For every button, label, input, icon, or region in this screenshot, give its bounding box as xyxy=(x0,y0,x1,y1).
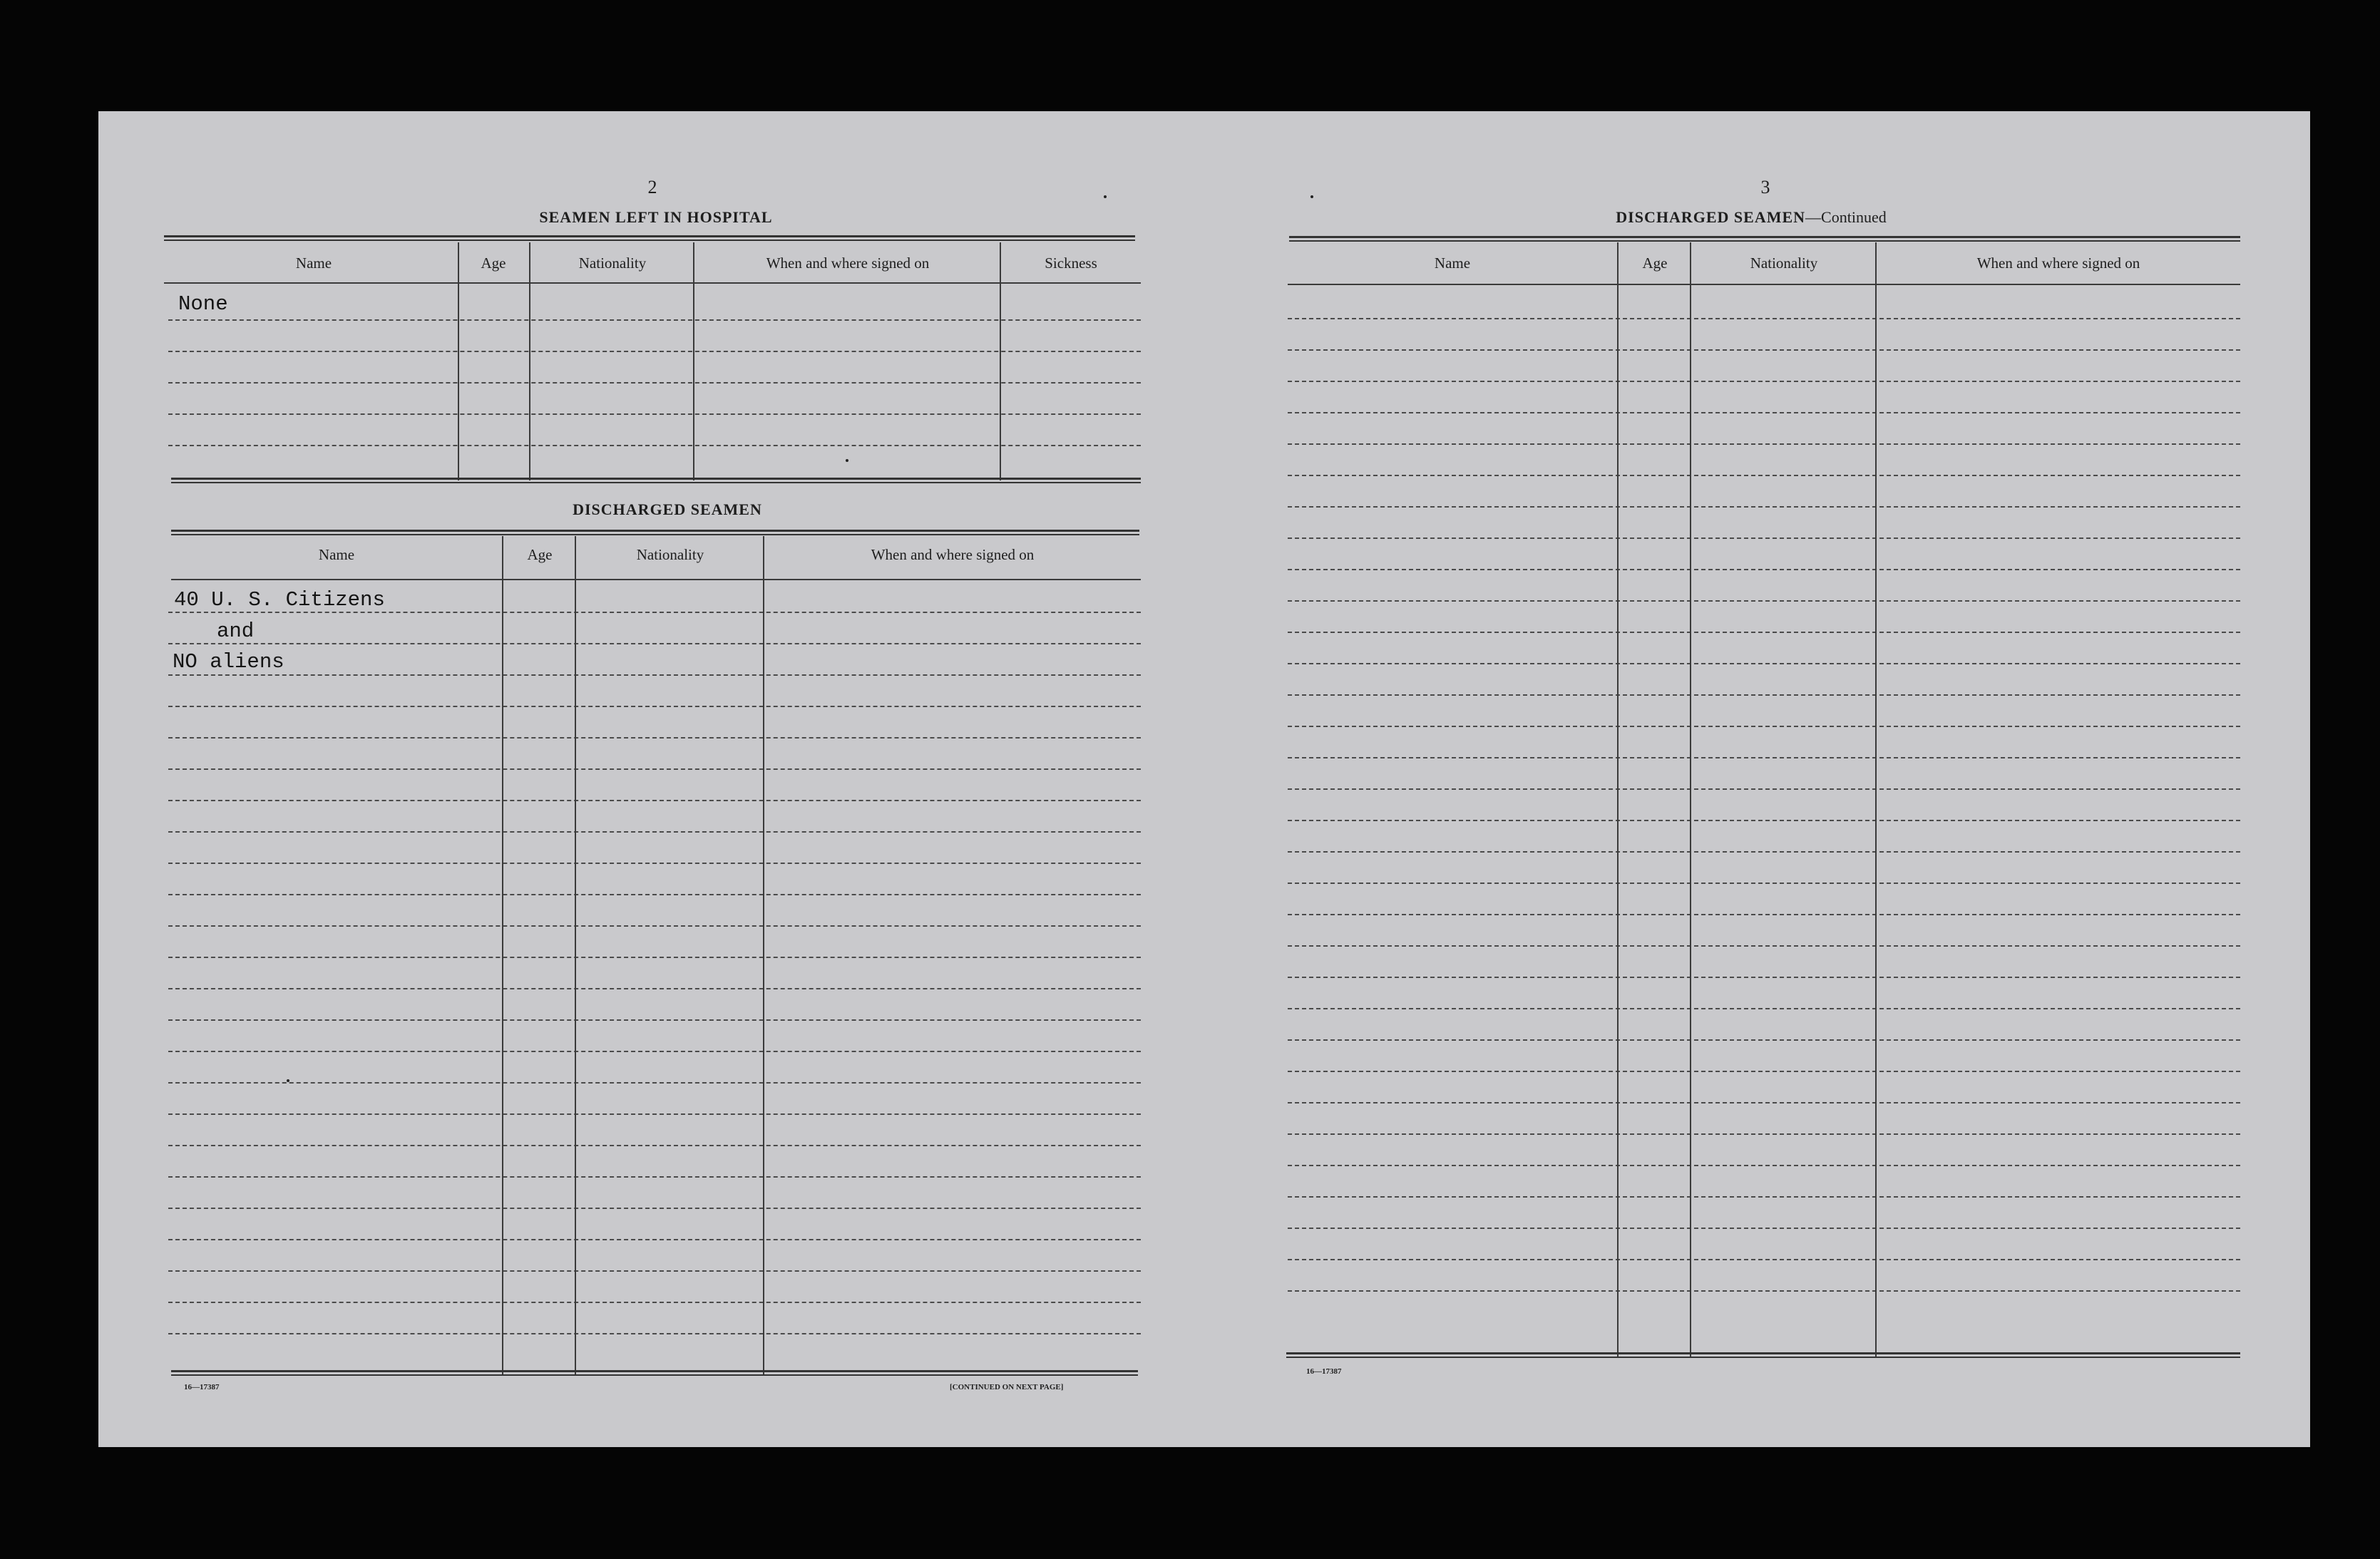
right-discharged-row-line xyxy=(1288,788,2240,790)
hospital-entry-none: None xyxy=(178,292,228,316)
discharged-entry-aliens: NO aliens xyxy=(173,650,284,674)
discharged-continued-title xyxy=(1537,208,1965,227)
document-sheet xyxy=(98,111,2310,1447)
right-discharged-row-line xyxy=(1288,475,2240,476)
right-discharged-row-line xyxy=(1288,443,2240,445)
scan-speck xyxy=(1104,195,1107,198)
discharged-section-title: DISCHARGED SEAMEN xyxy=(573,500,762,518)
discharged-row-line xyxy=(168,1208,1141,1209)
right-discharged-column-divider xyxy=(1690,242,1691,1358)
discharged-row-line xyxy=(168,1239,1141,1240)
right-discharged-row-line xyxy=(1288,914,2240,915)
discharged-row-line xyxy=(168,957,1141,958)
right-discharged-row-line xyxy=(1288,569,2240,570)
right-discharged-row-line xyxy=(1288,1133,2240,1135)
form-number-right: 16—17387 xyxy=(1306,1367,1342,1376)
right-discharged-row-line xyxy=(1288,851,2240,853)
hospital-column-divider xyxy=(529,242,530,480)
hospital-row-line xyxy=(168,413,1141,415)
column-header: Age xyxy=(1642,254,1668,272)
discharged-row-line xyxy=(168,1302,1141,1303)
discharged-row-line xyxy=(168,612,1141,613)
right-discharged-row-line xyxy=(1288,883,2240,884)
scan-speck xyxy=(287,1079,289,1082)
right-discharged-row-line xyxy=(1288,663,2240,664)
discharged-row-line xyxy=(168,768,1141,770)
right-discharged-column-divider xyxy=(1875,242,1877,1358)
discharged-row-line xyxy=(168,674,1141,676)
column-header: Age xyxy=(481,254,506,272)
discharged-row-line xyxy=(168,894,1141,895)
right-discharged-row-line xyxy=(1288,757,2240,758)
continued-note: [CONTINUED ON NEXT PAGE] xyxy=(950,1383,1064,1391)
discharged-row-line xyxy=(168,1145,1141,1146)
discharged-row-line xyxy=(168,1113,1141,1115)
right-discharged-row-line xyxy=(1288,1039,2240,1041)
column-header: Nationality xyxy=(1750,254,1818,272)
column-header: Name xyxy=(1434,254,1471,272)
right-discharged-row-line xyxy=(1288,726,2240,727)
discharged-row-line xyxy=(168,1082,1141,1084)
discharged-bottom-rule xyxy=(171,1370,1138,1376)
column-header: Name xyxy=(295,254,332,272)
hospital-row-line xyxy=(168,445,1141,446)
column-header: When and where signed on xyxy=(766,254,930,272)
hospital-top-rule xyxy=(164,235,1135,241)
column-header: Sickness xyxy=(1045,254,1097,272)
discharged-column-divider xyxy=(502,536,503,1376)
discharged-row-line xyxy=(168,1333,1141,1334)
right-discharged-column-divider xyxy=(1617,242,1619,1358)
hospital-column-divider xyxy=(458,242,459,480)
discharged-row-line xyxy=(168,1176,1141,1178)
page-number-right: 3 xyxy=(1760,177,1770,197)
hospital-row-line xyxy=(168,351,1141,352)
right-header-rule xyxy=(1288,284,2240,285)
hospital-row-line xyxy=(168,382,1141,384)
discharged-row-line xyxy=(168,925,1141,927)
hospital-column-divider xyxy=(693,242,694,480)
right-discharged-row-line xyxy=(1288,381,2240,382)
right-discharged-row-line xyxy=(1288,1228,2240,1229)
page-number-left: 2 xyxy=(647,177,657,197)
column-header: Age xyxy=(527,546,553,563)
right-discharged-row-line xyxy=(1288,945,2240,947)
discharged-entry-and: and xyxy=(217,619,255,643)
right-discharged-row-line xyxy=(1288,506,2240,508)
scan-speck xyxy=(1310,195,1313,198)
right-discharged-row-line xyxy=(1288,1071,2240,1072)
right-discharged-row-line xyxy=(1288,600,2240,602)
right-discharged-row-line xyxy=(1288,1102,2240,1103)
right-discharged-row-line xyxy=(1288,1259,2240,1260)
hospital-section-title: SEAMEN LEFT IN HOSPITAL xyxy=(539,208,773,226)
discharged-row-line xyxy=(168,706,1141,707)
right-discharged-row-line xyxy=(1288,820,2240,821)
discharged-header-rule xyxy=(171,579,1141,580)
discharged-row-line xyxy=(168,737,1141,739)
right-discharged-row-line xyxy=(1288,1165,2240,1166)
discharged-entry-citizens: 40 U. S. Citizens xyxy=(174,588,385,612)
discharged-continued-title-suffix: —Continued xyxy=(1805,208,1887,226)
discharged-row-line xyxy=(168,863,1141,864)
discharged-continued-title-main: DISCHARGED SEAMEN xyxy=(1616,208,1806,226)
column-header: When and where signed on xyxy=(1976,254,2140,272)
discharged-column-divider xyxy=(575,536,576,1376)
discharged-row-line xyxy=(168,1051,1141,1052)
hospital-header-rule xyxy=(164,282,1141,284)
column-header: Nationality xyxy=(636,546,704,563)
right-bottom-rule xyxy=(1286,1352,2240,1358)
hospital-row-line xyxy=(168,319,1141,321)
column-header: When and where signed on xyxy=(871,546,1035,563)
discharged-row-line xyxy=(168,1019,1141,1021)
right-discharged-row-line xyxy=(1288,632,2240,633)
column-header: Nationality xyxy=(578,254,647,272)
discharged-row-line xyxy=(168,1270,1141,1272)
right-discharged-row-line xyxy=(1288,537,2240,539)
hospital-bottom-rule xyxy=(171,478,1141,483)
right-discharged-row-line xyxy=(1288,1196,2240,1198)
discharged-row-line xyxy=(168,643,1141,644)
scan-speck xyxy=(846,459,848,462)
discharged-column-divider xyxy=(763,536,764,1376)
right-top-rule xyxy=(1289,236,2240,242)
form-number-left: 16—17387 xyxy=(184,1383,220,1391)
right-discharged-row-line xyxy=(1288,349,2240,351)
right-discharged-row-line xyxy=(1288,694,2240,696)
right-discharged-row-line xyxy=(1288,977,2240,978)
discharged-row-line xyxy=(168,831,1141,833)
right-discharged-row-line xyxy=(1288,1008,2240,1009)
hospital-column-divider xyxy=(1000,242,1001,480)
right-discharged-row-line xyxy=(1288,318,2240,319)
right-discharged-row-line xyxy=(1288,1290,2240,1292)
discharged-row-line xyxy=(168,988,1141,989)
discharged-row-line xyxy=(168,800,1141,801)
discharged-top-rule xyxy=(171,530,1139,535)
column-header: Name xyxy=(318,546,355,563)
right-discharged-row-line xyxy=(1288,412,2240,413)
